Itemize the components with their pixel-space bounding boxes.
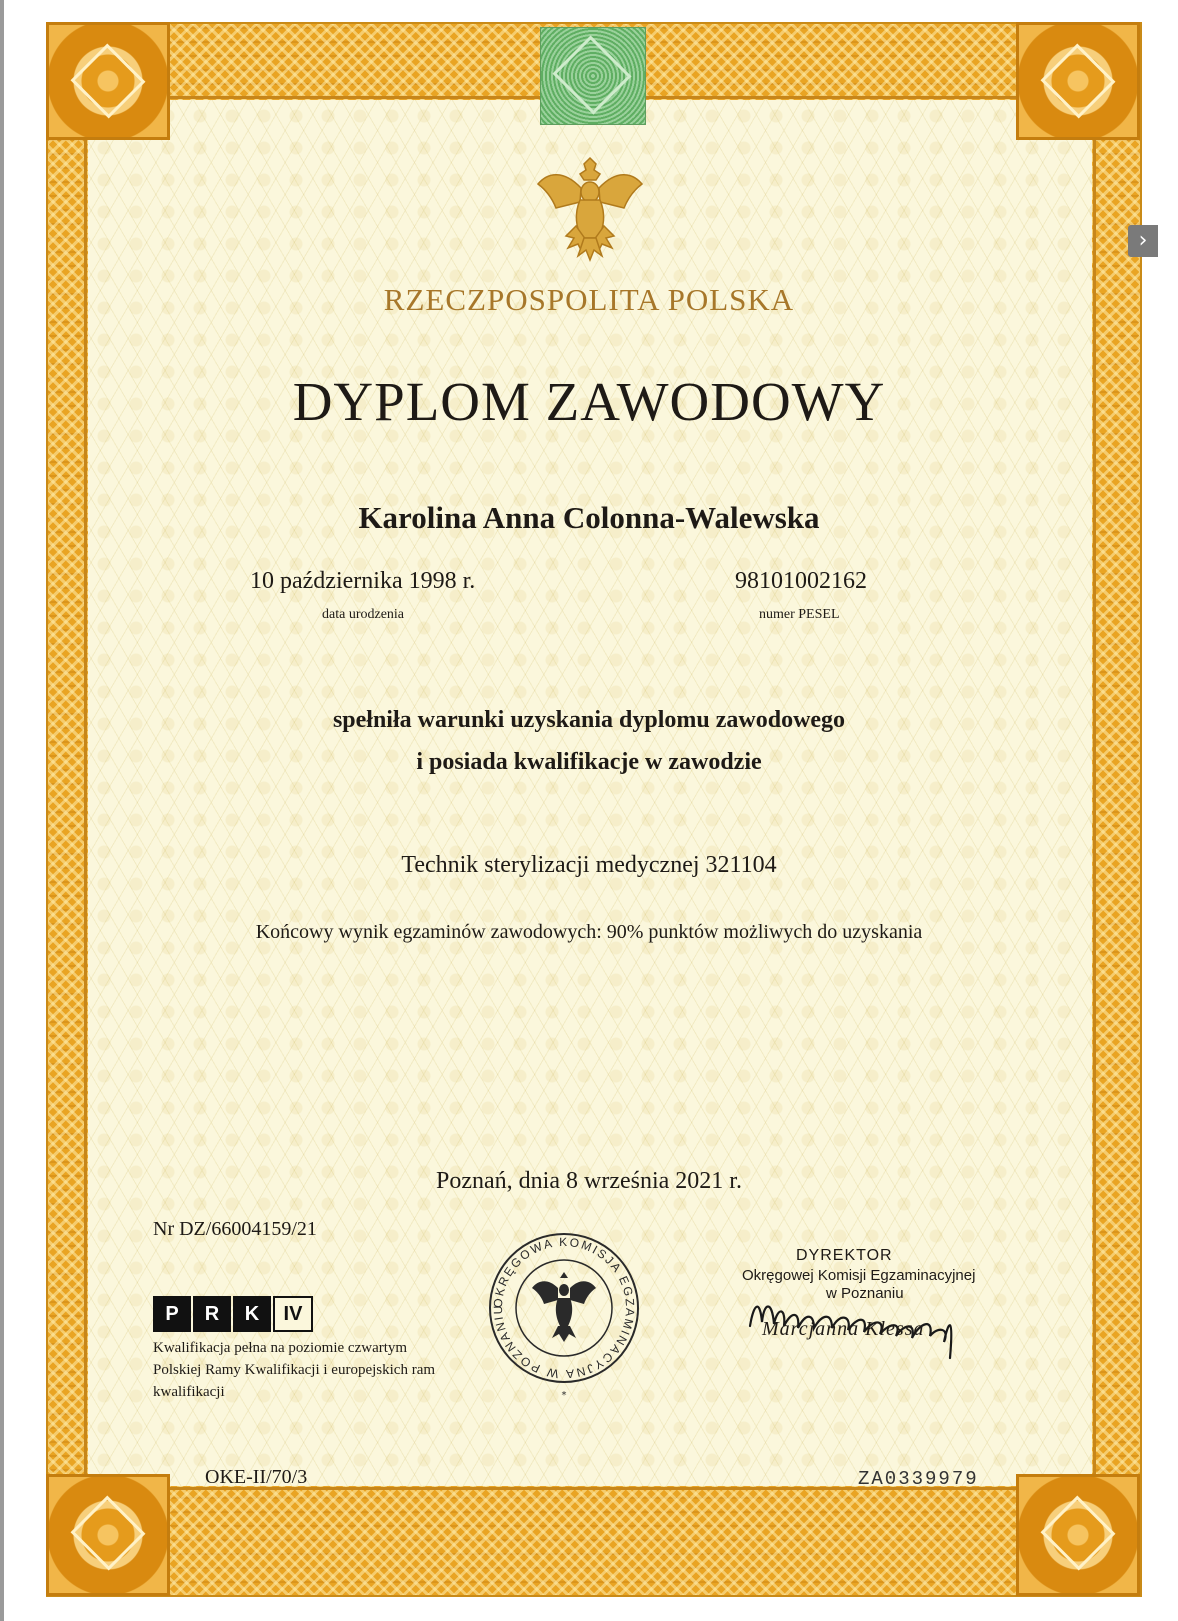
prk-letter: P [153, 1296, 191, 1332]
prk-letter: R [193, 1296, 231, 1332]
serial-number: ZA0339979 [858, 1468, 979, 1490]
birth-date-value: 10 października 1998 r. [250, 568, 476, 594]
official-seal-stamp [488, 1208, 640, 1408]
profession: Technik sterylizacji medycznej 321104 [401, 852, 777, 878]
corner-ornament-top-left [46, 22, 170, 140]
diploma-number: Nr DZ/66004159/21 [153, 1218, 317, 1240]
holder-name: Karolina Anna Colonna-Walewska [358, 500, 820, 535]
corner-ornament-bottom-left [46, 1474, 170, 1596]
next-page-chevron-icon[interactable]: › [1128, 225, 1158, 257]
prk-description: Kwalifikacja pełna na poziomie czwartym Polskiej Ramy Kwalifikacji i europejskich ram kwalifikacji [153, 1340, 436, 1400]
seal-eagle-icon [532, 1272, 596, 1342]
director-title: DYREKTOR [796, 1247, 893, 1264]
birth-date-label: data urodzenia [322, 607, 405, 622]
statement-line-2: i posiada kwalifikacje w zawodzie [416, 749, 762, 775]
country-name: RZECZPOSPOLITA POLSKA [383, 282, 795, 317]
director-organization: Okręgowej Komisji Egzaminacyjnej [742, 1267, 976, 1284]
director-name: Marcjanna Klessa [762, 1318, 925, 1340]
form-code: OKE-II/70/3 [205, 1466, 308, 1488]
page-edge [0, 0, 4, 1621]
seal-text: OKRĘGOWA KOMISJA EGZAMINACYJNA W POZNANIU [490, 1234, 638, 1382]
hologram-security-mark [540, 27, 646, 125]
director-city: w Poznaniu [826, 1285, 904, 1302]
pesel-value: 98101002162 [735, 568, 867, 594]
corner-ornament-bottom-right [1016, 1474, 1140, 1596]
issue-place-date: Poznań, dnia 8 września 2021 r. [436, 1168, 742, 1194]
corner-ornament-top-right [1016, 22, 1140, 140]
eagle-emblem-icon [534, 150, 646, 266]
prk-level-badge [153, 1296, 313, 1332]
prk-letter: K [233, 1296, 271, 1332]
pesel-label: numer PESEL [759, 607, 840, 622]
exam-result: Końcowy wynik egzaminów zawodowych: 90% punktów możliwych do uzyskania [255, 921, 923, 943]
svg-text:*: * [561, 1390, 567, 1401]
statement-line-1: spełniła warunki uzyskania dyplomu zawodowego [332, 707, 846, 733]
document-title: DYPLOM ZAWODOWY [292, 371, 886, 432]
prk-level: IV [273, 1296, 313, 1332]
